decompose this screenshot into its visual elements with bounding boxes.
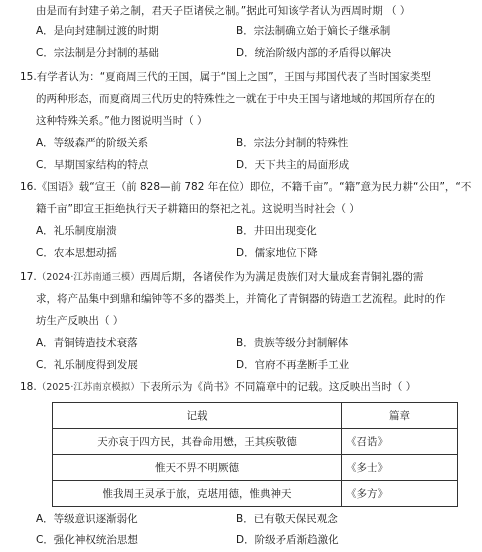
q15-option-b[interactable]: B．宗法分封制的特殊性 [236, 137, 349, 149]
q16-option-c[interactable]: C．农本思想动摇 [36, 247, 117, 259]
q17-stem-line-3: 坊生产反映出（ ） [36, 315, 124, 327]
q18-option-b[interactable]: B．已有敬天保民观念 [236, 513, 338, 525]
q17-stem-text: 西周后期，各诸侯作为为满足贵族们对大量成套青铜礼器的需 [139, 271, 424, 283]
q14-stem-end: 由是而有封建子弟之制，君天子臣诸侯之制。”据此可知该学者认为西周时期 （ ） [36, 5, 411, 17]
table-row [53, 455, 458, 481]
table-cell-chapter: 《多方》 [342, 481, 458, 507]
q18-option-a[interactable]: A．等级意识逐渐弱化 [36, 513, 138, 525]
q17-source: （2024·江苏南通三模） [36, 272, 140, 283]
q17-stem-line-1 [20, 270, 474, 285]
table-cell-record: 惟我周王灵承于旅，克堪用德，惟典神天 [53, 481, 342, 507]
q17-option-d[interactable]: D．官府不再垄断手工业 [236, 359, 350, 371]
q17-number: 17. [20, 271, 37, 283]
q18-stem-line-1 [20, 380, 474, 395]
q18-source: （2025·江苏南京模拟） [36, 382, 140, 393]
q18-number: 18. [20, 381, 37, 393]
q16-option-d[interactable]: D．儒家地位下降 [236, 247, 318, 259]
q15-stem-line-3: 这种特殊关系。”他力图说明当时（ ） [36, 115, 208, 127]
table-header-record: 记载 [53, 403, 342, 429]
q18-stem-text: 下表所示为《尚书》不同篇章中的记载。这反映出当时（ ） [139, 381, 417, 393]
q17-stem-line-2: 求，将产品集中到鼎和编钟等不多的器类上，并简化了青铜器的铸造工艺流程。此时的作 [36, 293, 446, 305]
q14-option-b[interactable]: B．宗法制确立始于嫡长子继承制 [236, 25, 391, 37]
records-table [52, 402, 458, 507]
q14-option-d[interactable]: D．统治阶级内部的矛盾得以解决 [236, 47, 392, 59]
q17-option-a[interactable]: A．青铜铸造技术衰落 [36, 337, 138, 349]
q16-stem-line-1: 16.《国语》载“宣王（前 828—前 782 年在位）即位，不籍千亩”。“籍”意为民力耕“公田”，“不 [20, 181, 472, 193]
table-row [53, 481, 458, 507]
table-cell-chapter: 《多士》 [342, 455, 458, 481]
q16-stem-line-2: 籍千亩”即宣王拒绝执行天子耕籍田的祭祀之礼。这说明当时社会（ ） [36, 203, 360, 215]
q16-option-b[interactable]: B．井田出现变化 [236, 225, 317, 237]
q17-option-c[interactable]: C．礼乐制度得到发展 [36, 359, 138, 371]
q18-option-d[interactable]: D．阶级矛盾渐趋激化 [236, 534, 339, 546]
q16-option-a[interactable]: A．礼乐制度崩溃 [36, 225, 117, 237]
table-row [53, 429, 458, 455]
table-cell-chapter: 《召诰》 [342, 429, 458, 455]
table-header-chapter: 篇章 [342, 403, 458, 429]
q17-option-b[interactable]: B．贵族等级分封制解体 [236, 337, 349, 349]
q15-option-c[interactable]: C．早期国家结构的特点 [36, 159, 149, 171]
q14-option-a[interactable]: A．是向封建制过渡的时期 [36, 25, 159, 37]
q18-option-c[interactable]: C．强化神权统治思想 [36, 534, 138, 546]
table-header-row [53, 403, 458, 429]
q15-option-a[interactable]: A．等级森严的阶级关系 [36, 137, 149, 149]
q14-option-c[interactable]: C．宗法制是分封制的基础 [36, 47, 159, 59]
table-cell-record: 天亦哀于四方民，其眷命用懋，王其疾敬德 [53, 429, 342, 455]
q15-stem-line-1: 15.有学者认为：“夏商周三代的王国，属于“国上之国”，王国与邦国代表了当时国家类型 [20, 71, 432, 83]
table-cell-record: 惟天不畀不明厥德 [53, 455, 342, 481]
q15-stem-line-2: 的两种形态，而夏商周三代历史的特殊性之一就在于中央王国与诸地域的邦国所存在的 [36, 93, 435, 105]
q15-option-d[interactable]: D．天下共主的局面形成 [236, 159, 350, 171]
